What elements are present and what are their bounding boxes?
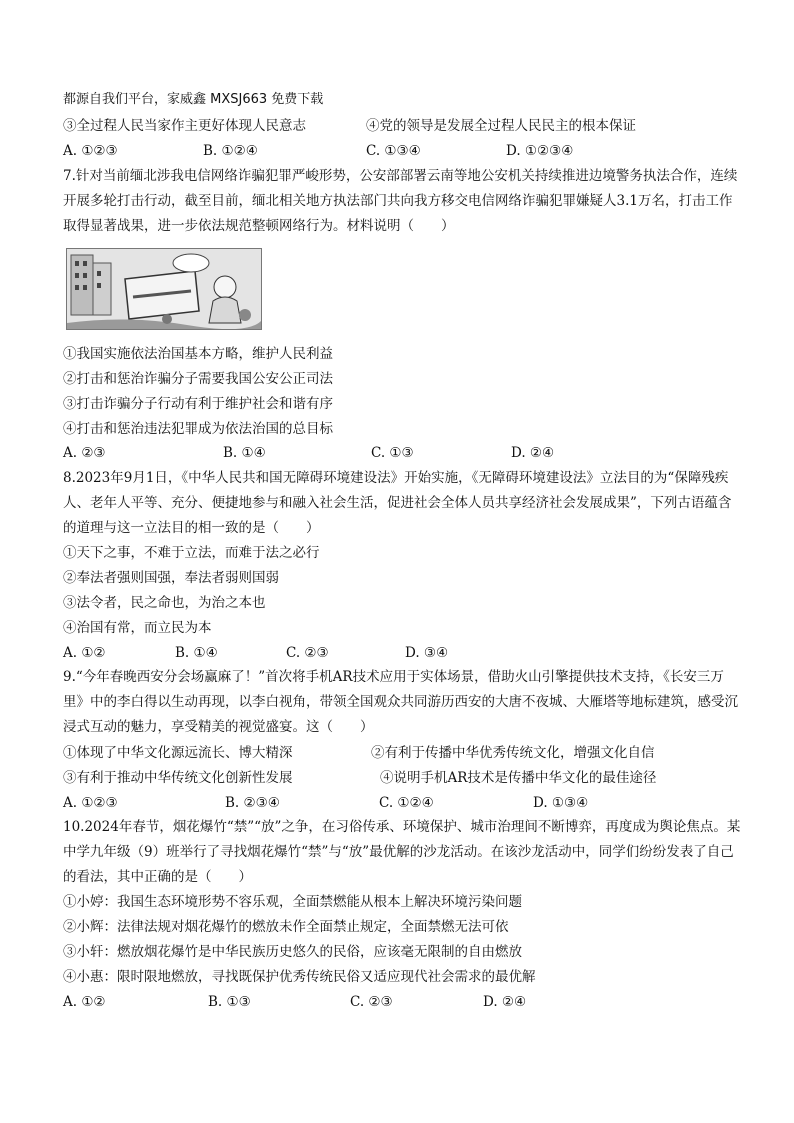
q6-option-c[interactable]: C. ①③④ <box>366 143 421 159</box>
q7-option-c[interactable]: C. ①③ <box>371 445 414 461</box>
q7-option-d[interactable]: D. ②④ <box>511 445 555 461</box>
q9-stem: 9.“今年春晚西安分会场赢麻了！”首次将手机AR技术应用于实体场景，借助火山引擎提供技术支持，《长安三万里》中的李白得以生动再现，以李白视角，带领全国观众共同游历西安的大唐不夜城、大雁塔等地标建筑，感受沉浸式互动的魅力，享受精美的视觉盛宴。这（ ） <box>63 669 738 735</box>
q10-item-2: ②小辉：法律法规对烟花爆竹的燃放未作全面禁止规定，全面禁燃无法可依 <box>63 919 509 935</box>
q9-item-4: ④说明手机AR技术是传播中华文化的最佳途径 <box>380 770 657 786</box>
q7-option-a[interactable]: A. ②③ <box>63 445 106 461</box>
q8-options <box>63 643 743 663</box>
q10-option-a[interactable]: A. ①② <box>63 994 106 1010</box>
q7-item-1: ①我国实施依法治国基本方略，维护人民利益 <box>63 346 333 362</box>
q8-item-2: ②奉法者强则国强，奉法者弱则国弱 <box>63 570 279 586</box>
q6-statement-4: ④党的领导是发展全过程人民民主的根本保证 <box>366 118 636 134</box>
q9-item-3: ③有利于推动中华传统文化创新性发展 <box>63 770 293 786</box>
q9-item-2: ②有利于传播中华优秀传统文化，增强文化自信 <box>371 745 655 761</box>
q10-option-c[interactable]: C. ②③ <box>350 994 393 1010</box>
q10-options <box>63 992 743 1012</box>
q7-cartoon-image <box>66 248 262 330</box>
q7-item-3: ③打击诈骗分子行动有利于维护社会和谐有序 <box>63 396 333 412</box>
q10-option-d[interactable]: D. ②④ <box>483 994 527 1010</box>
q9-option-a[interactable]: A. ①②③ <box>63 795 118 811</box>
q9-option-b[interactable]: B. ②③④ <box>225 795 280 811</box>
q8-item-3: ③法令者，民之命也，为治之本也 <box>63 595 266 611</box>
q6-option-d[interactable]: D. ①②③④ <box>506 143 574 159</box>
q6-option-b[interactable]: B. ①②④ <box>203 143 258 159</box>
q7-options <box>63 443 743 463</box>
q6-options <box>63 141 743 161</box>
q10-item-3: ③小轩：燃放烟花爆竹是中华民族历史悠久的民俗，应该毫无限制的自由燃放 <box>63 944 522 960</box>
q6-option-a[interactable]: A. ①②③ <box>63 143 118 159</box>
q9-item-1: ①体现了中华文化源远流长、博大精深 <box>63 745 293 761</box>
q8-option-a[interactable]: A. ①② <box>63 645 106 661</box>
q9-option-d[interactable]: D. ①③④ <box>533 795 589 811</box>
q8-option-c[interactable]: C. ②③ <box>286 645 329 661</box>
q7-stem: 7.针对当前缅北涉我电信网络诈骗犯罪严峻形势，公安部部署云南等地公安机关持续推进边境警务执法合作，连续开展多轮打击行动，截至目前，缅北相关地方执法部门共向我方移交电信网络诈骗犯罪嫌疑人3.1万名，打击工作取得显著战果，进一步依法规范整顿网络行为。材料说明（ ） <box>63 168 738 234</box>
q7-item-4: ④打击和惩治违法犯罪成为依法治国的总目标 <box>63 421 333 437</box>
q8-option-b[interactable]: B. ①④ <box>175 645 218 661</box>
q6-statement-3: ③全过程人民当家作主更好体现人民意志 <box>63 118 306 134</box>
q10-option-b[interactable]: B. ①③ <box>208 994 251 1010</box>
q10-item-4: ④小惠：限时限地燃放，寻找既保护优秀传统民俗又适应现代社会需求的最优解 <box>63 969 536 985</box>
q10-stem: 10.2024年春节，烟花爆竹“禁”“放”之争，在习俗传承、环境保护、城市治理间不断博弈，再度成为舆论焦点。某中学九年级（9）班举行了寻找烟花爆竹“禁”与“放”最优解的沙龙活动。在该沙龙活动中，同学们纷纷发表了自己的看法，其中正确的是（ ） <box>63 819 741 885</box>
q9-option-c[interactable]: C. ①②④ <box>379 795 434 811</box>
q9-options <box>63 793 743 813</box>
q8-option-d[interactable]: D. ③④ <box>405 645 449 661</box>
q8-item-1: ①天下之事，不难于立法，而难于法之必行 <box>63 545 320 561</box>
q10-item-1: ①小婷：我国生态环境形势不容乐观，全面禁燃能从根本上解决环境污染问题 <box>63 894 522 910</box>
q8-item-4: ④治国有常，而立民为本 <box>63 620 212 636</box>
q7-item-2: ②打击和惩治诈骗分子需要我国公安公正司法 <box>63 371 333 387</box>
q8-stem: 8.2023年9月1日，《中华人民共和国无障碍环境建设法》开始实施，《无障碍环境建设法》立法目的为“保障残疾人、老年人平等、充分、便捷地参与和融入社会生活，促进社会全体人员共享经济社会发展成果”，下列古语蕴含的道理与这一立法目的相一致的是（ ） <box>63 470 732 536</box>
source-header: 都源自我们平台，家威鑫 MXSJ663 免费下载 <box>63 92 324 107</box>
q7-option-b[interactable]: B. ①④ <box>223 445 266 461</box>
